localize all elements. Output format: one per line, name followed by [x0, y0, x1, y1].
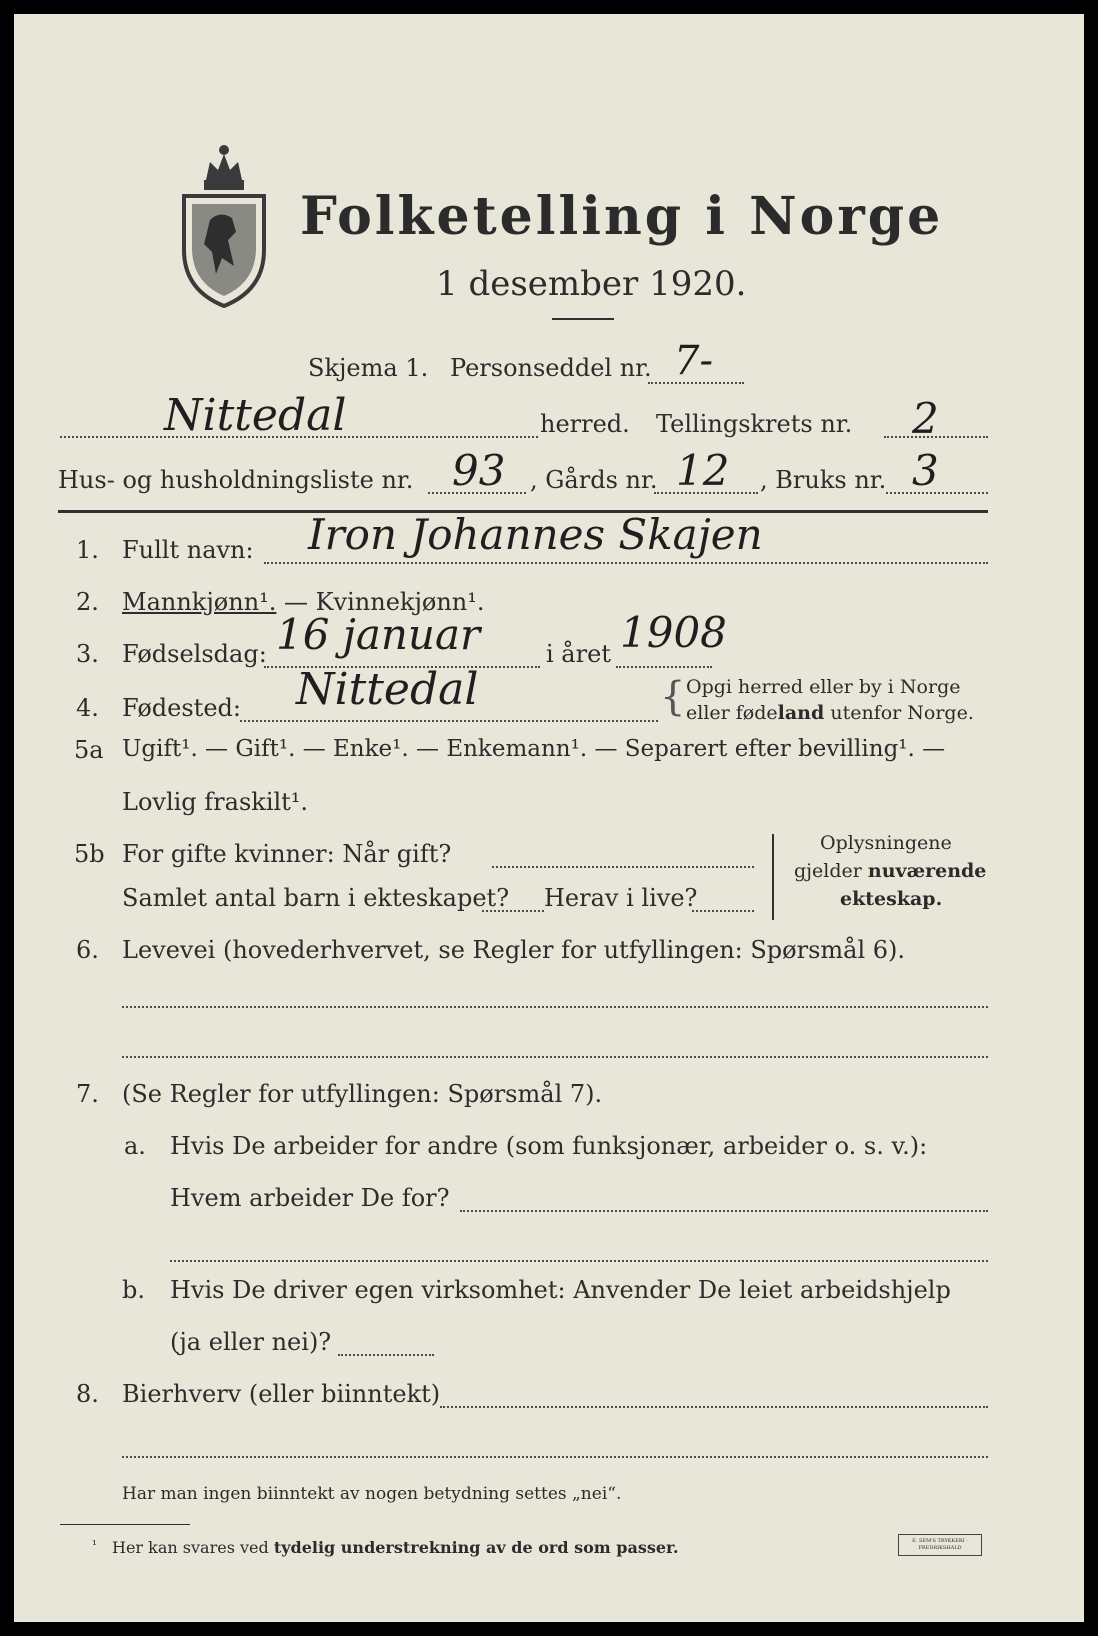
- q5b-married-line: [492, 866, 754, 868]
- census-date: 1 desember 1920.: [436, 264, 747, 304]
- q5b-note-line1: Oplysningene: [820, 832, 952, 854]
- footnote: Her kan svares ved tydelig understrekning av de ord som passer.: [112, 1538, 679, 1557]
- q5b-alive-line: [692, 910, 754, 912]
- q7b-answer-line: [338, 1354, 434, 1356]
- q4-note-line2: eller fødeland utenfor Norge.: [686, 702, 974, 724]
- q4-value: Nittedal: [296, 664, 479, 715]
- personseddel-label: Personseddel nr.: [450, 354, 652, 382]
- herred-label: herred.: [540, 410, 630, 438]
- footer-note: Har man ingen biinntekt av nogen betydning settes „nei“.: [122, 1484, 622, 1504]
- q5b-note-line2: gjelder nuværende: [794, 860, 987, 882]
- footnote-divider: [60, 1524, 190, 1525]
- printer-stamp-text: E. SEM'S TRYKKERI · FREDRIKSHALD: [912, 1538, 968, 1551]
- q8-label: Bierhverv (eller biinntekt): [122, 1380, 441, 1408]
- q7-label: (Se Regler for utfyllingen: Spørsmål 7).: [122, 1080, 603, 1108]
- q7a-employer-label: Hvem arbeider De for?: [170, 1184, 450, 1212]
- q1-number: 1.: [76, 536, 99, 564]
- q7a-letter: a.: [124, 1132, 146, 1160]
- q5a-options-cont: Lovlig fraskilt¹.: [122, 788, 309, 816]
- q7-number: 7.: [76, 1080, 99, 1108]
- q4-note-line1: Opgi herred eller by i Norge: [686, 676, 961, 698]
- q3-label: Fødselsdag:: [122, 640, 267, 668]
- q5a-number: 5a: [74, 736, 104, 764]
- q5b-note-bracket: [772, 834, 774, 920]
- q6-line1: [122, 1006, 988, 1008]
- tellingskrets-label: Tellingskrets nr.: [656, 410, 853, 438]
- q5b-married-label: For gifte kvinner: Når gift?: [122, 840, 452, 868]
- q3-year-line: [616, 666, 712, 668]
- q7a-line2: [170, 1260, 988, 1262]
- census-form-page: [14, 14, 1084, 1622]
- footnote-mark: ¹: [92, 1538, 97, 1552]
- gards-value: 12: [676, 446, 730, 495]
- q2-female-option: — Kvinnekjønn¹.: [284, 588, 485, 616]
- q6-number: 6.: [76, 936, 99, 964]
- q8-line2: [122, 1456, 988, 1458]
- husholdningsliste-label: Hus- og husholdningsliste nr.: [58, 466, 414, 494]
- q5b-children-label: Samlet antal barn i ekteskapet?: [122, 884, 510, 912]
- q5b-number: 5b: [74, 840, 105, 868]
- tellingskrets-value: 2: [912, 394, 939, 443]
- q5b-alive-label: Herav i live?: [544, 884, 698, 912]
- q5b-note-line3: ekteskap.: [840, 888, 943, 910]
- personseddel-value: 7-: [674, 338, 713, 384]
- q4-label: Fødested:: [122, 694, 241, 722]
- q8-line: [440, 1406, 988, 1408]
- printer-stamp: [898, 1534, 982, 1556]
- husholdningsliste-value: 93: [452, 446, 506, 495]
- q5a-options: Ugift¹. — Gift¹. — Enke¹. — Enkemann¹. — Separert efter bevilling¹. —: [122, 736, 946, 762]
- q1-line: [264, 562, 988, 564]
- herred-value: Nittedal: [164, 390, 347, 441]
- q3-year-value: 1908: [620, 608, 727, 657]
- q2-male-option: Mannkjønn¹.: [122, 588, 277, 616]
- q7a-employer-line: [460, 1210, 988, 1212]
- q6-line2: [122, 1056, 988, 1058]
- q3-number: 3.: [76, 640, 99, 668]
- q6-label: Levevei (hovederhvervet, se Regler for utfyllingen: Spørsmål 6).: [122, 936, 906, 964]
- q1-value: Iron Johannes Skajen: [308, 510, 763, 559]
- bruks-value: 3: [912, 446, 939, 495]
- q7a-label: Hvis De arbeider for andre (som funksjonær, arbeider o. s. v.):: [170, 1132, 928, 1160]
- skjema-label: Skjema 1.: [308, 354, 429, 382]
- q1-label: Fullt navn:: [122, 536, 254, 564]
- norway-coat-of-arms-icon: [176, 140, 272, 308]
- q7b-letter: b.: [122, 1276, 145, 1304]
- q4-number: 4.: [76, 694, 99, 722]
- q5b-children-line: [482, 910, 544, 912]
- q3-value: 16 januar: [276, 610, 481, 659]
- title-divider: [552, 318, 614, 320]
- q8-number: 8.: [76, 1380, 99, 1408]
- q7b-label: Hvis De driver egen virksomhet: Anvender De leiet arbeidshjelp: [170, 1276, 951, 1304]
- q4-line: [240, 720, 658, 722]
- q4-brace: {: [660, 674, 686, 720]
- q2-number: 2.: [76, 588, 99, 616]
- q3-year-label: i året: [546, 640, 611, 668]
- form-title: Folketelling i Norge: [300, 186, 944, 247]
- gards-label: , Gårds nr.: [530, 466, 658, 494]
- q7b-answer-label: (ja eller nei)?: [170, 1328, 332, 1356]
- bruks-label: , Bruks nr.: [760, 466, 887, 494]
